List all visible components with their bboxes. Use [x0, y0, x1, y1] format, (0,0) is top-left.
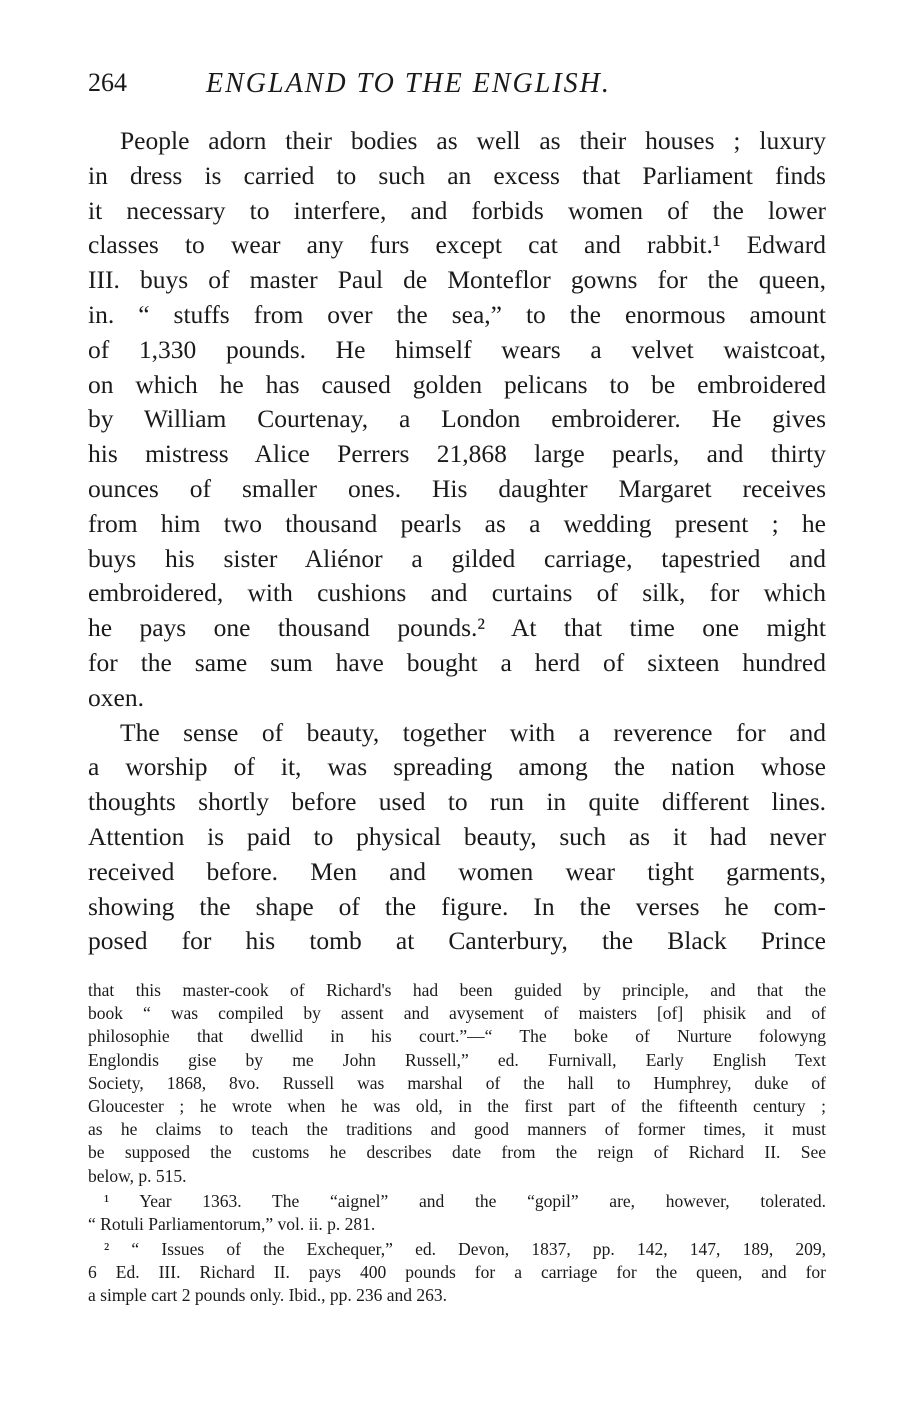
footnote-line: 6 Ed. III. Richard II. pays 400 pounds for a carriage for the queen, and for — [88, 1262, 826, 1283]
body-line: buys his sister Aliénor a gilded carriage, tapestried and — [88, 543, 826, 573]
footnote-1: ¹ Year 1363. The “aignel” and the “gopil” are, however, tolerated. — [104, 1190, 826, 1211]
page-header — [88, 68, 828, 108]
body-line: III. buys of master Paul de Monteflor gowns for the queen, — [88, 265, 826, 295]
body-line: embroidered, with cushions and curtains of silk, for which — [88, 578, 826, 608]
body-line: Attention is paid to physical beauty, such as it had never — [88, 821, 826, 851]
body-line: classes to wear any furs except cat and rabbit.¹ Edward — [88, 230, 826, 260]
footnote-line: as he claims to teach the traditions and good manners of former times, it must — [88, 1119, 826, 1140]
footnote-line: a simple cart 2 pounds only. Ibid., pp. 236 and 263. — [88, 1285, 448, 1306]
footnote-line: that this master-cook of Richard's had been guided by principle, and that the — [88, 980, 826, 1000]
body-line: oxen. — [88, 682, 144, 712]
body-line: for the same sum have bought a herd of sixteen hundred — [88, 647, 826, 677]
body-text — [88, 124, 826, 959]
footnote-line: Gloucester ; he wrote when he was old, in the first part of the fifteenth century ; — [88, 1095, 826, 1116]
page-number: 264 — [88, 68, 127, 97]
body-line: People adorn their bodies as well as their houses ; luxury — [120, 126, 826, 155]
body-line: posed for his tomb at Canterbury, the Black Prince — [88, 926, 826, 956]
body-line: by William Courtenay, a London embroiderer. He gives — [88, 404, 826, 434]
body-line: in dress is carried to such an excess that Parliament finds — [88, 160, 826, 190]
footnote-line: Englondis gise by me John Russell,” ed. Furnivall, Early English Text — [88, 1049, 826, 1070]
footnote-line: “ Rotuli Parliamentorum,” vol. ii. p. 281. — [88, 1213, 376, 1234]
body-line: his mistress Alice Perrers 21,868 large pearls, and thirty — [88, 439, 826, 469]
body-line: The sense of beauty, together with a reverence for and — [120, 717, 826, 747]
footnotes — [88, 979, 826, 1308]
running-title: ENGLAND TO THE ENGLISH. — [206, 68, 611, 99]
footnote-line: book “ was compiled by assent and avysement of maisters [of] phisik and of — [88, 1003, 826, 1024]
footnote-line: below, p. 515. — [88, 1165, 187, 1186]
body-line: thoughts shortly before used to run in quite different lines. — [88, 787, 826, 817]
body-line: he pays one thousand pounds.² At that time one might — [88, 613, 826, 643]
body-line: on which he has caused golden pelicans to be embroidered — [88, 369, 826, 399]
body-line: ounces of smaller ones. His daughter Margaret receives — [88, 473, 826, 503]
footnote-line: Society, 1868, 8vo. Russell was marshal of the hall to Humphrey, duke of — [88, 1072, 826, 1093]
body-line: showing the shape of the figure. In the verses he com- — [88, 891, 826, 921]
body-line: from him two thousand pearls as a wedding present ; he — [88, 508, 826, 538]
body-line: in. “ stuffs from over the sea,” to the enormous amount — [88, 299, 826, 329]
body-line: a worship of it, was spreading among the nation whose — [88, 752, 826, 782]
footnote-line: be supposed the customs he describes date from the reign of Richard II. See — [88, 1142, 826, 1163]
body-line: received before. Men and women wear tight garments, — [88, 856, 826, 886]
body-line: it necessary to interfere, and forbids women of the lower — [88, 195, 826, 225]
body-line: of 1,330 pounds. He himself wears a velvet waistcoat, — [88, 334, 826, 364]
footnote-line: philosophie that dwellid in his court.”—“ The boke of Nurture folowyng — [88, 1026, 826, 1047]
footnote-2: ² “ Issues of the Exchequer,” ed. Devon, 1837, pp. 142, 147, 189, 209, — [104, 1239, 826, 1260]
